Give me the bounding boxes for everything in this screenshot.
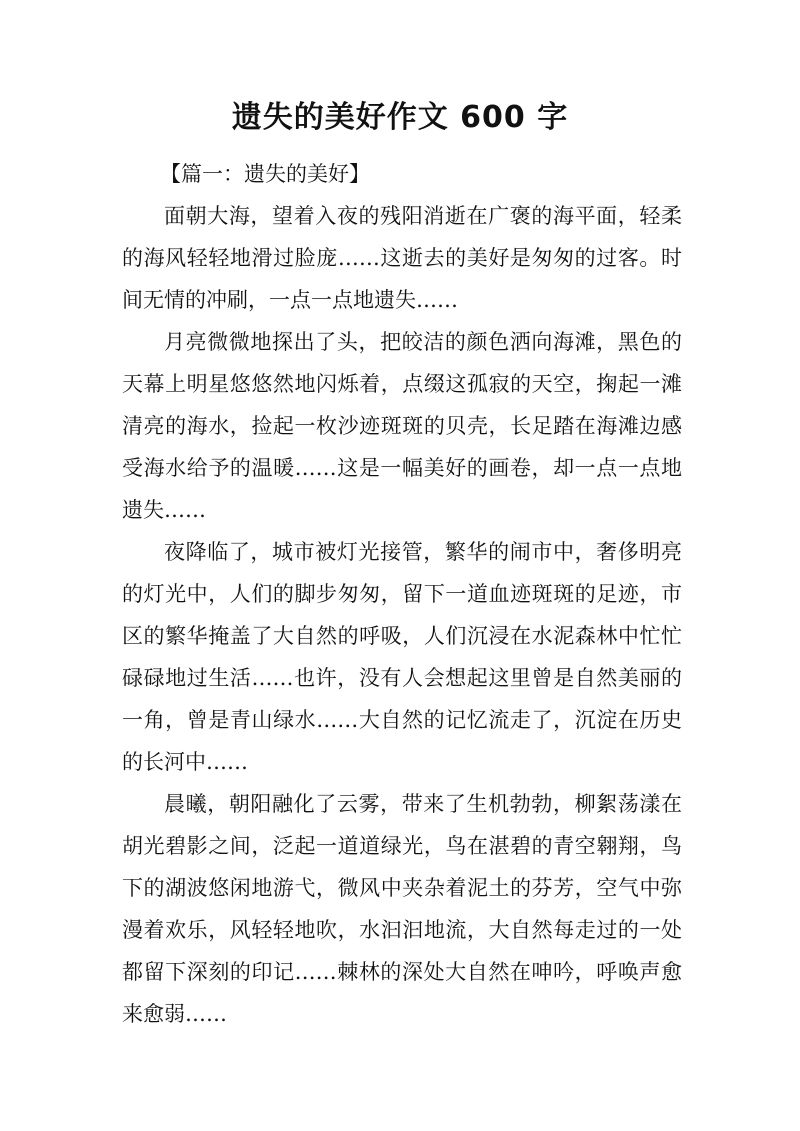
text-line: 受海水给予的温暖……这是一幅美好的画卷，却一点一点地 [122, 456, 682, 480]
paragraph-1 [122, 195, 682, 321]
text-line: 清亮的海水，捡起一枚沙迹斑斑的贝壳，长足踏在海滩边感 [122, 414, 682, 438]
document-title: 遗失的美好作文 600 字 [231, 100, 569, 135]
text-line: 胡光碧影之间，泛起一道道绿光，鸟在湛碧的青空翱翔，鸟 [122, 834, 682, 858]
paragraph-3 [122, 531, 682, 783]
text-line: 的灯光中，人们的脚步匆匆，留下一道血迹斑斑的足迹，市 [122, 582, 682, 606]
text-line: 的长河中…… [122, 750, 248, 774]
paragraph-2 [122, 321, 682, 531]
body-text [122, 195, 682, 1035]
text-line: 面朝大海，望着入夜的残阳消逝在广褒的海平面，轻柔 [164, 204, 682, 228]
text-line: 遗失…… [122, 498, 206, 522]
text-line: 碌碌地过生活……也许，没有人会想起这里曾是自然美丽的 [122, 666, 682, 690]
text-line: 晨曦，朝阳融化了云雾，带来了生机勃勃，柳絮荡漾在 [164, 792, 682, 816]
text-line: 的海风轻轻地滑过脸庞……这逝去的美好是匆匆的过客。时 [122, 246, 682, 270]
text-line: 天幕上明星悠悠然地闪烁着，点缀这孤寂的天空，掬起一滩 [122, 372, 682, 396]
text-line: 夜降临了，城市被灯光接管，繁华的闹市中，奢侈明亮 [164, 540, 682, 564]
text-line: 区的繁华掩盖了大自然的呼吸，人们沉浸在水泥森林中忙忙 [122, 624, 682, 648]
section-heading: 【篇一：遗失的美好】 [160, 162, 370, 186]
text-line: 间无情的冲刷，一点一点地遗失…… [122, 288, 458, 312]
paragraph-4 [122, 783, 682, 1035]
text-line: 一角，曾是青山绿水……大自然的记忆流走了，沉淀在历史 [122, 708, 682, 732]
text-line: 下的湖波悠闲地游弋，微风中夹杂着泥土的芬芳，空气中弥 [122, 876, 682, 900]
text-line: 来愈弱…… [122, 1002, 227, 1026]
text-line: 月亮微微地探出了头，把皎洁的颜色洒向海滩，黑色的 [164, 330, 682, 354]
text-line: 都留下深刻的印记……棘林的深处大自然在呻吟，呼唤声愈 [122, 960, 682, 984]
text-line: 漫着欢乐，风轻轻地吹，水汩汩地流，大自然每走过的一处 [122, 918, 682, 942]
